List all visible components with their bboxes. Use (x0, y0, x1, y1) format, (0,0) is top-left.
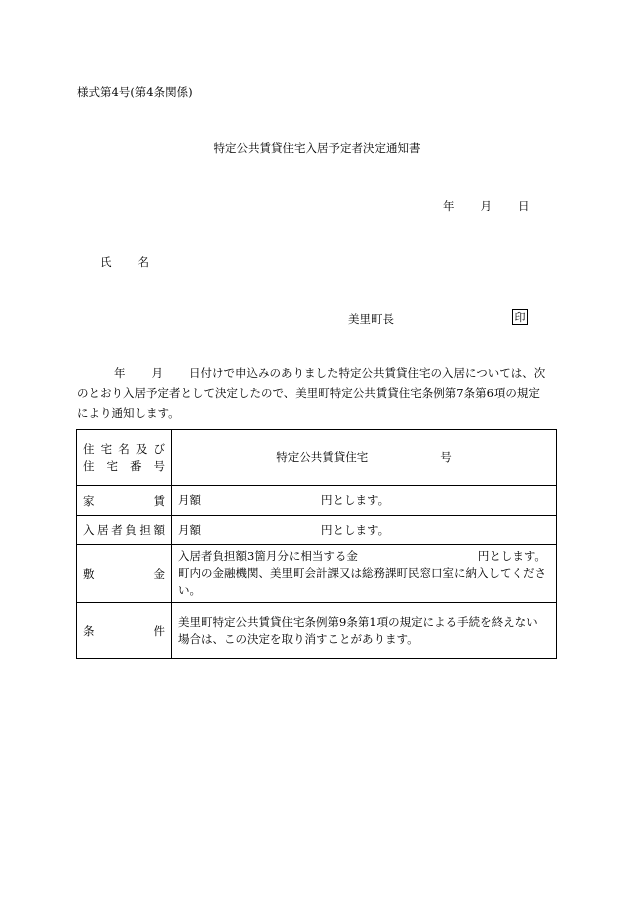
rent-value-cell (172, 486, 557, 516)
deposit-row (77, 545, 557, 603)
conditions-label-cell: 条 件 (77, 603, 172, 659)
burden-prefix: 月額 (178, 522, 201, 537)
burden-label-cell: 入 居 者 負 担 額 (77, 516, 172, 545)
conditions-row (77, 603, 557, 659)
form-number: 様式第4号(第4条関係) (77, 85, 193, 99)
deposit-line-3: い。 (178, 583, 201, 597)
conditions-value-cell (172, 603, 557, 659)
date-year: 年 (443, 199, 455, 213)
body-line-3: により通知します。 (77, 406, 180, 420)
house-row (77, 430, 557, 486)
rent-row (77, 486, 557, 516)
body-line-1 (77, 363, 553, 383)
house-label-line-2: 住 宅 番 号 (83, 458, 165, 473)
house-number-text: 号 (440, 450, 452, 464)
body-line-2: のとおり入居予定者として決定したので、美里町特定公共賃貸住宅条例第7条第6項の規定 (77, 386, 540, 400)
house-value-cell (172, 430, 557, 486)
deposit-value-cell (172, 545, 557, 603)
addressee-name (100, 254, 149, 270)
addressee-label-2: 名 (137, 255, 149, 269)
body-year: 年 (114, 366, 126, 380)
deposit-line-2: 町内の金融機関、美里町会計課又は総務課町民窓口室に納入してくださ (178, 566, 546, 580)
rent-label-cell: 家 賃 (77, 486, 172, 516)
decision-table (76, 429, 557, 659)
house-name-text: 特定公共賃貸住宅 (276, 450, 369, 464)
deposit-label-cell: 敷 金 (77, 545, 172, 603)
date-line (443, 198, 530, 214)
addressee-label-1: 氏 (100, 255, 112, 269)
conditions-line-1: 美里町特定公共賃貸住宅条例第9条第1項の規定による手続を終えない (178, 614, 538, 629)
seal-mark: 印 (512, 309, 528, 325)
conditions-line-2: 場合は、この決定を取り消すことがあります。 (178, 631, 419, 646)
burden-value-cell (172, 516, 557, 545)
house-label-cell (77, 430, 172, 486)
house-label-line-1: 住 宅 名 及 び (83, 441, 165, 456)
document-title: 特定公共賃貸住宅入居予定者決定通知書 (213, 141, 421, 155)
burden-row (77, 516, 557, 545)
date-day: 日 (518, 199, 530, 213)
body-month: 月 (151, 366, 163, 380)
notice-body (77, 363, 553, 423)
rent-prefix: 月額 (178, 493, 201, 507)
burden-suffix: 円とします。 (321, 522, 390, 537)
issuer-name: 美里町長 (348, 312, 394, 326)
body-line-1-text: 日付けで申込みのありました特定公共賃貸住宅の入居については、次 (189, 366, 546, 380)
date-month: 月 (480, 199, 492, 213)
deposit-line-1: 入居者負担額3箇月分に相当する金 円とします。 (178, 549, 546, 563)
rent-suffix: 円とします。 (321, 493, 390, 507)
